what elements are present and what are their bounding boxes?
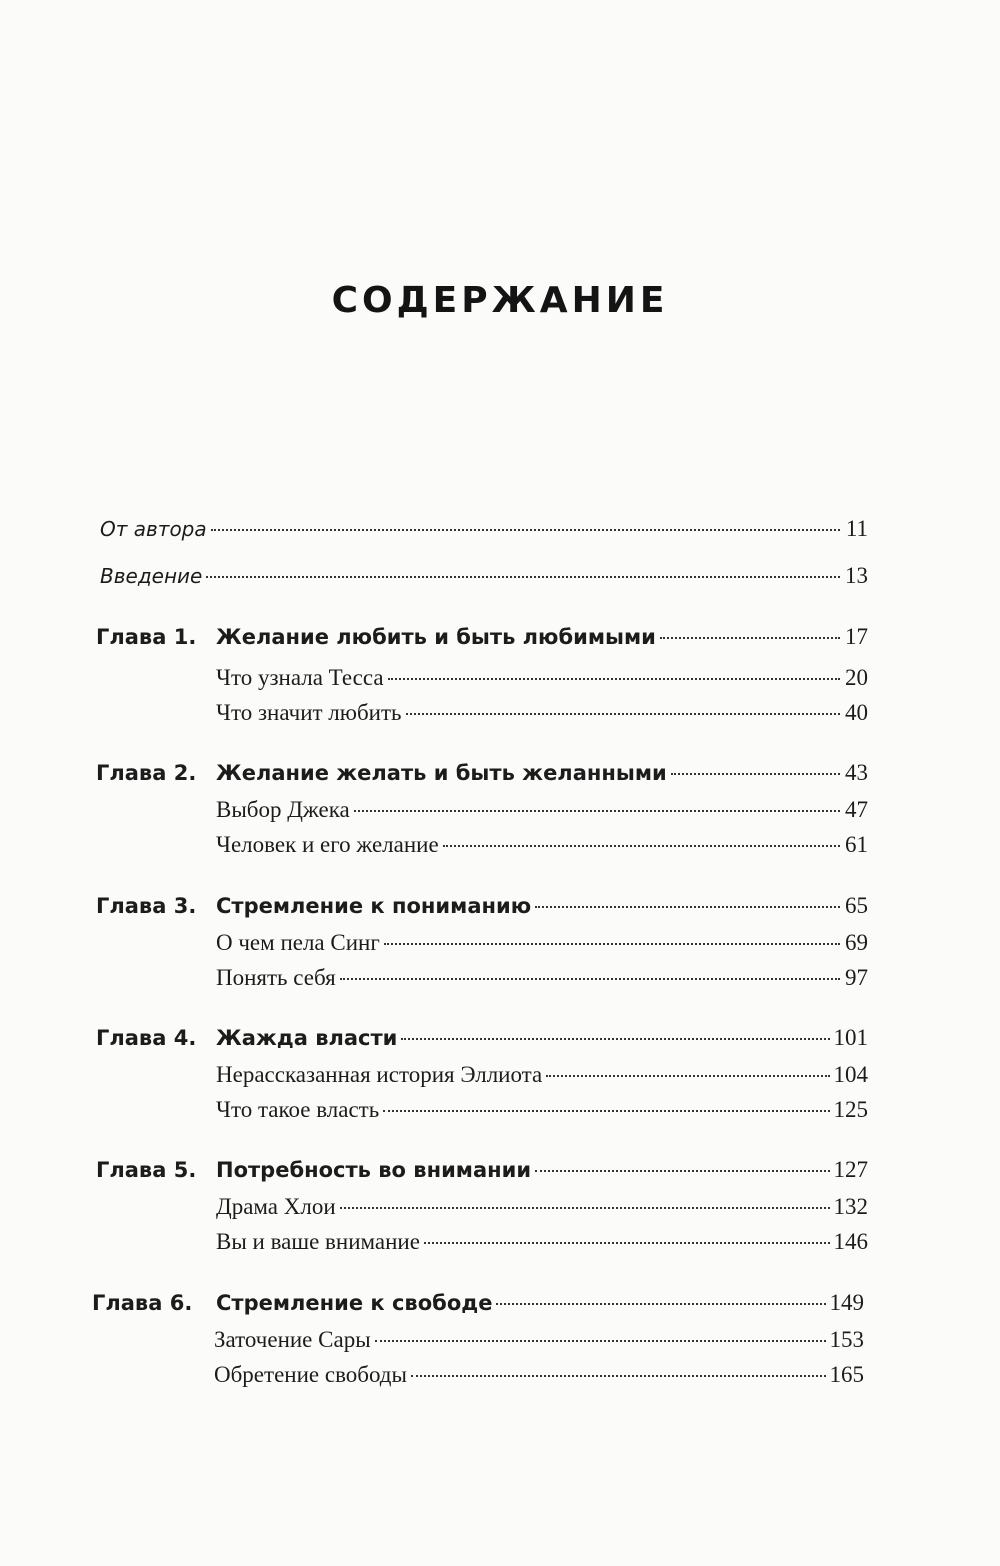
toc-entry-page: 13 xyxy=(845,563,868,588)
leader-dots xyxy=(496,1303,825,1305)
leader-dots xyxy=(546,1075,829,1077)
toc-subsection xyxy=(0,965,1000,997)
leader-dots xyxy=(535,906,840,908)
chapter-page: 101 xyxy=(833,1025,868,1050)
leader-dots xyxy=(383,1110,829,1112)
leader-dots xyxy=(401,1038,829,1040)
chapter-number: Глава 1. xyxy=(96,625,197,649)
chapter-title: Желание желать и быть желанными xyxy=(216,761,667,785)
toc-chapter-6 xyxy=(0,1290,1000,1322)
toc-chapter-5 xyxy=(0,1157,1000,1189)
toc-subsection xyxy=(0,1062,1000,1094)
leader-dots xyxy=(384,943,840,945)
subsection-page: 165 xyxy=(829,1362,864,1387)
leader-dots xyxy=(354,810,840,812)
toc-chapter-1 xyxy=(0,624,1000,656)
leader-dots xyxy=(406,713,840,715)
leader-dots xyxy=(424,1242,830,1244)
toc-chapter-2 xyxy=(0,760,1000,792)
subsection-page: 69 xyxy=(845,930,868,955)
subsection-page: 146 xyxy=(833,1229,868,1254)
leader-dots xyxy=(671,773,840,775)
toc-subsection xyxy=(0,665,1000,697)
subsection-page: 153 xyxy=(829,1327,864,1352)
subsection-label: Нерассказанная история Эллиота xyxy=(216,1062,543,1087)
toc-chapter-4 xyxy=(0,1025,1000,1057)
chapter-page: 65 xyxy=(845,893,868,918)
toc-subsection xyxy=(0,1097,1000,1129)
toc-subsection xyxy=(0,930,1000,962)
subsection-label: Что значит любить xyxy=(216,700,402,725)
subsection-label: О чем пела Синг xyxy=(216,930,380,955)
subsection-label: Выбор Джека xyxy=(216,797,350,822)
toc-subsection xyxy=(0,1362,1000,1394)
toc-subsection xyxy=(0,1229,1000,1261)
subsection-label: Что такое власть xyxy=(216,1097,380,1122)
leader-dots xyxy=(411,1375,826,1377)
leader-dots xyxy=(340,978,840,980)
subsection-page: 132 xyxy=(833,1194,868,1219)
toc-subsection xyxy=(0,1327,1000,1359)
subsection-label: Обретение свободы xyxy=(214,1362,407,1387)
toc-subsection xyxy=(0,1194,1000,1226)
chapter-number: Глава 3. xyxy=(96,894,197,918)
chapter-page: 43 xyxy=(845,760,868,785)
toc-subsection xyxy=(0,832,1000,864)
toc-entry-label: Введение xyxy=(100,564,203,588)
subsection-page: 97 xyxy=(845,965,868,990)
leader-dots xyxy=(340,1207,830,1209)
subsection-page: 40 xyxy=(845,700,868,725)
chapter-title: Стремление к пониманию xyxy=(216,894,532,918)
toc-entry-intro-1 xyxy=(0,563,1000,595)
leader-dots xyxy=(206,576,840,578)
chapter-page: 149 xyxy=(829,1290,864,1315)
subsection-label: Человек и его желание xyxy=(216,832,439,857)
leader-dots xyxy=(388,678,840,680)
toc-subsection xyxy=(0,700,1000,732)
leader-dots xyxy=(535,1170,829,1172)
subsection-page: 47 xyxy=(845,797,868,822)
chapter-page: 127 xyxy=(833,1157,868,1182)
toc-chapter-3 xyxy=(0,893,1000,925)
chapter-page: 17 xyxy=(845,624,868,649)
chapter-title: Потребность во внимании xyxy=(216,1158,532,1182)
subsection-page: 125 xyxy=(833,1097,868,1122)
leader-dots xyxy=(443,845,840,847)
chapter-number: Глава 5. xyxy=(96,1158,197,1182)
toc-entry-label: От автора xyxy=(100,517,207,541)
chapter-number: Глава 2. xyxy=(96,761,197,785)
chapter-title: Жажда власти xyxy=(216,1026,398,1050)
leader-dots xyxy=(375,1340,826,1342)
toc-entry-page: 11 xyxy=(845,516,868,541)
subsection-page: 61 xyxy=(845,832,868,857)
chapter-number: Глава 4. xyxy=(96,1026,197,1050)
subsection-label: Что узнала Тесса xyxy=(216,665,384,690)
toc-subsection xyxy=(0,797,1000,829)
subsection-label: Драма Хлои xyxy=(216,1194,336,1219)
subsection-page: 20 xyxy=(845,665,868,690)
subsection-label: Понять себя xyxy=(216,965,336,990)
leader-dots xyxy=(660,637,840,639)
toc-entry-intro-0 xyxy=(0,516,1000,548)
chapter-title: Стремление к свободе xyxy=(216,1291,493,1315)
page-title: СОДЕРЖАНИЕ xyxy=(331,280,669,321)
chapter-number: Глава 6. xyxy=(92,1291,193,1315)
subsection-label: Вы и ваше внимание xyxy=(216,1229,420,1254)
subsection-label: Заточение Сары xyxy=(214,1327,371,1352)
leader-dots xyxy=(211,529,840,531)
chapter-title: Желание любить и быть любимыми xyxy=(216,625,656,649)
subsection-page: 104 xyxy=(833,1062,868,1087)
